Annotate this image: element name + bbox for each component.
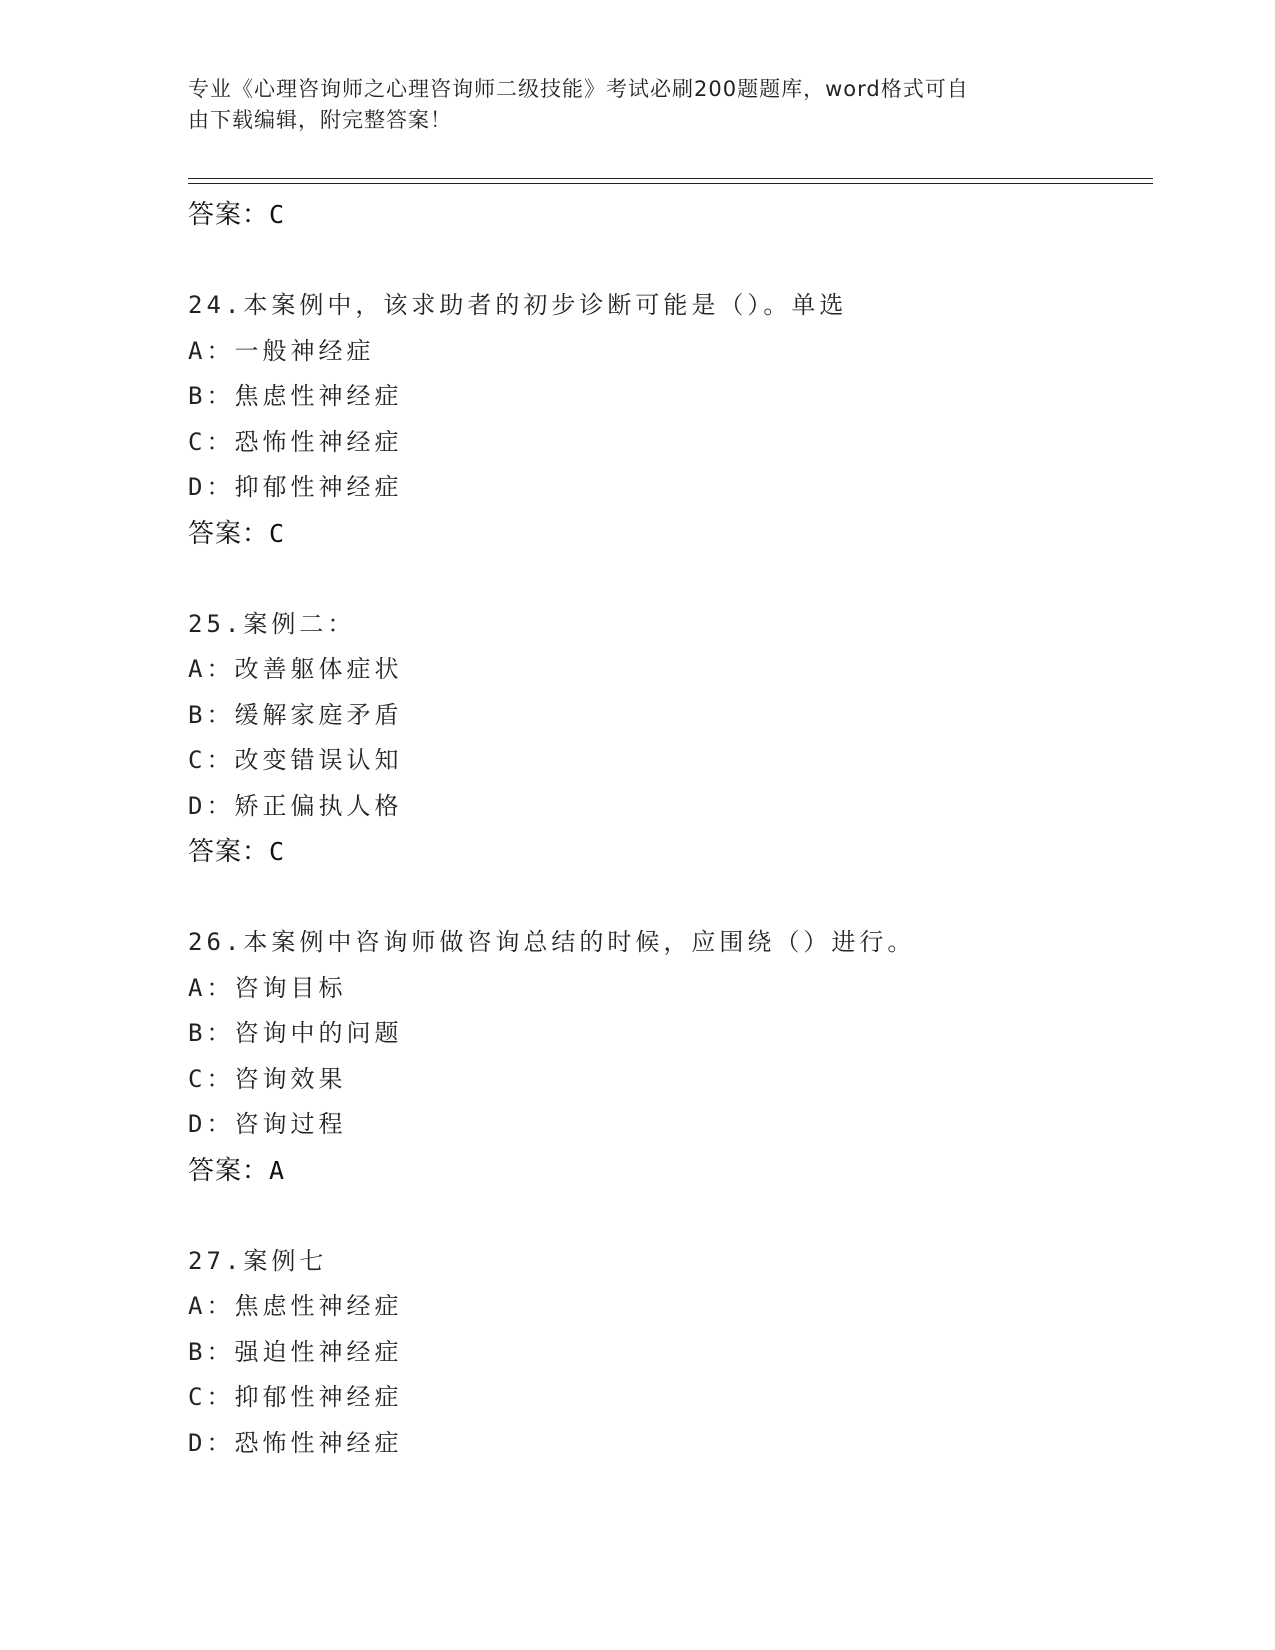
document-header — [188, 74, 1068, 136]
answer-line — [188, 511, 1148, 557]
option-c: C：改变错误认知 — [188, 746, 403, 774]
option-c: C：咨询效果 — [188, 1064, 347, 1093]
option-b: B：咨询中的问题 — [188, 1019, 403, 1047]
answer-label: 答案： — [188, 200, 270, 230]
option-d: D：恐怖性神经症 — [188, 1428, 403, 1457]
answer-value: C — [269, 518, 286, 548]
option-a: A：咨询目标 — [188, 973, 347, 1002]
option-c: C：抑郁性神经症 — [188, 1383, 403, 1411]
option-a: A：改善躯体症状 — [188, 655, 403, 683]
header-title-line-2: 由下载编辑，附完整答案！ — [188, 108, 452, 132]
question-block — [188, 1239, 1148, 1467]
option-b: B：强迫性神经症 — [188, 1337, 403, 1366]
answer-line — [188, 829, 1148, 875]
option-b: B：缓解家庭矛盾 — [188, 700, 403, 729]
header-divider-top — [188, 178, 1153, 179]
question-stem: 26.本案例中咨询师做咨询总结的时候，应围绕（）进行。 — [188, 928, 916, 956]
question-block — [188, 920, 1148, 1193]
question-block — [188, 283, 1148, 556]
option-b: B：焦虑性神经症 — [188, 382, 403, 410]
question-stem: 27.案例七 — [188, 1246, 328, 1275]
question-stem: 25.案例二： — [188, 609, 356, 638]
answer-line — [188, 1148, 1148, 1194]
answer-value: A — [269, 1155, 286, 1185]
option-a: A：焦虑性神经症 — [188, 1292, 403, 1320]
question-stem: 24.本案例中，该求助者的初步诊断可能是（）。单选 — [188, 291, 848, 319]
option-c: C：恐怖性神经症 — [188, 427, 403, 456]
answer-label: 答案： — [188, 518, 270, 549]
question-block — [188, 602, 1148, 875]
answer-label: 答案： — [188, 837, 270, 867]
spacer — [188, 556, 1148, 602]
header-divider-bottom — [188, 183, 1153, 184]
spacer — [188, 238, 1148, 284]
question-list — [188, 192, 1148, 1466]
header-title-line-1: 专业《心理咨询师之心理咨询师二级技能》考试必刷200题题库，word格式可自 — [188, 77, 969, 101]
option-d: D：咨询过程 — [188, 1110, 347, 1138]
option-a: A：一般神经症 — [188, 336, 375, 365]
answer-label: 答案： — [188, 1155, 270, 1186]
answer-line — [188, 192, 1148, 238]
spacer — [188, 1193, 1148, 1239]
answer-value: C — [269, 200, 286, 229]
option-d: D：矫正偏执人格 — [188, 791, 403, 820]
answer-value: C — [269, 837, 286, 866]
spacer — [188, 875, 1148, 921]
option-d: D：抑郁性神经症 — [188, 473, 403, 501]
